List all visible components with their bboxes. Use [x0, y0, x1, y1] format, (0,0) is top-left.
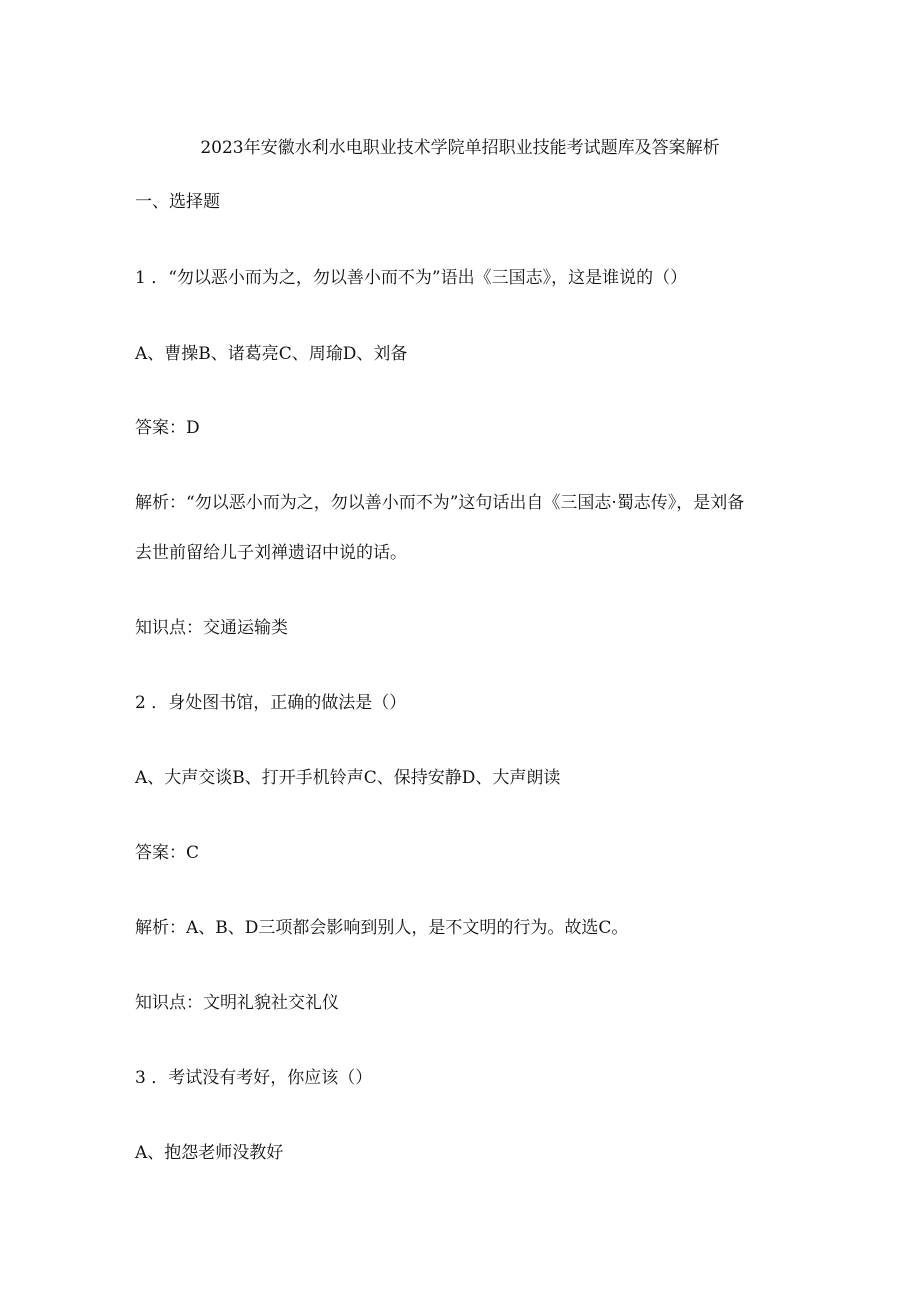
question-1-options: A、曹操B、诸葛亮C、周瑜D、刘备 — [135, 344, 408, 364]
question-3-stem: 3 ．考试没有考好，你应该（） — [135, 1068, 373, 1088]
question-3-option-a: A、抱怨老师没教好 — [135, 1143, 284, 1163]
document-title: 2023年安徽水利水电职业技术学院单招职业技能考试题库及答案解析 — [200, 138, 720, 158]
question-2-explanation: 解析：A、B、D三项都会影响到别人，是不文明的行为。故选C。 — [135, 918, 629, 938]
question-1-stem: 1 ．“勿以恶小而为之，勿以善小而不为”语出《三国志》，这是谁说的（） — [135, 268, 688, 288]
question-2-answer: 答案：C — [135, 843, 200, 863]
question-1-explanation: 解析：“勿以恶小而为之，勿以善小而不为”这句话出自《三国志·蜀志传》，是刘备 — [135, 493, 745, 513]
question-1-knowledge-point: 知识点：交通运输类 — [135, 618, 288, 638]
section-heading: 一、选择题 — [135, 192, 220, 212]
question-2-options: A、大声交谈B、打开手机铃声C、保持安静D、大声朗读 — [135, 768, 561, 788]
question-1-explanation-cont: 去世前留给儿子刘禅遗诏中说的话。 — [135, 543, 407, 563]
question-2-stem: 2 ．身处图书馆，正确的做法是（） — [135, 693, 407, 713]
question-2-knowledge-point: 知识点：文明礼貌社交礼仪 — [135, 993, 339, 1013]
question-1-answer: 答案：D — [135, 418, 200, 438]
